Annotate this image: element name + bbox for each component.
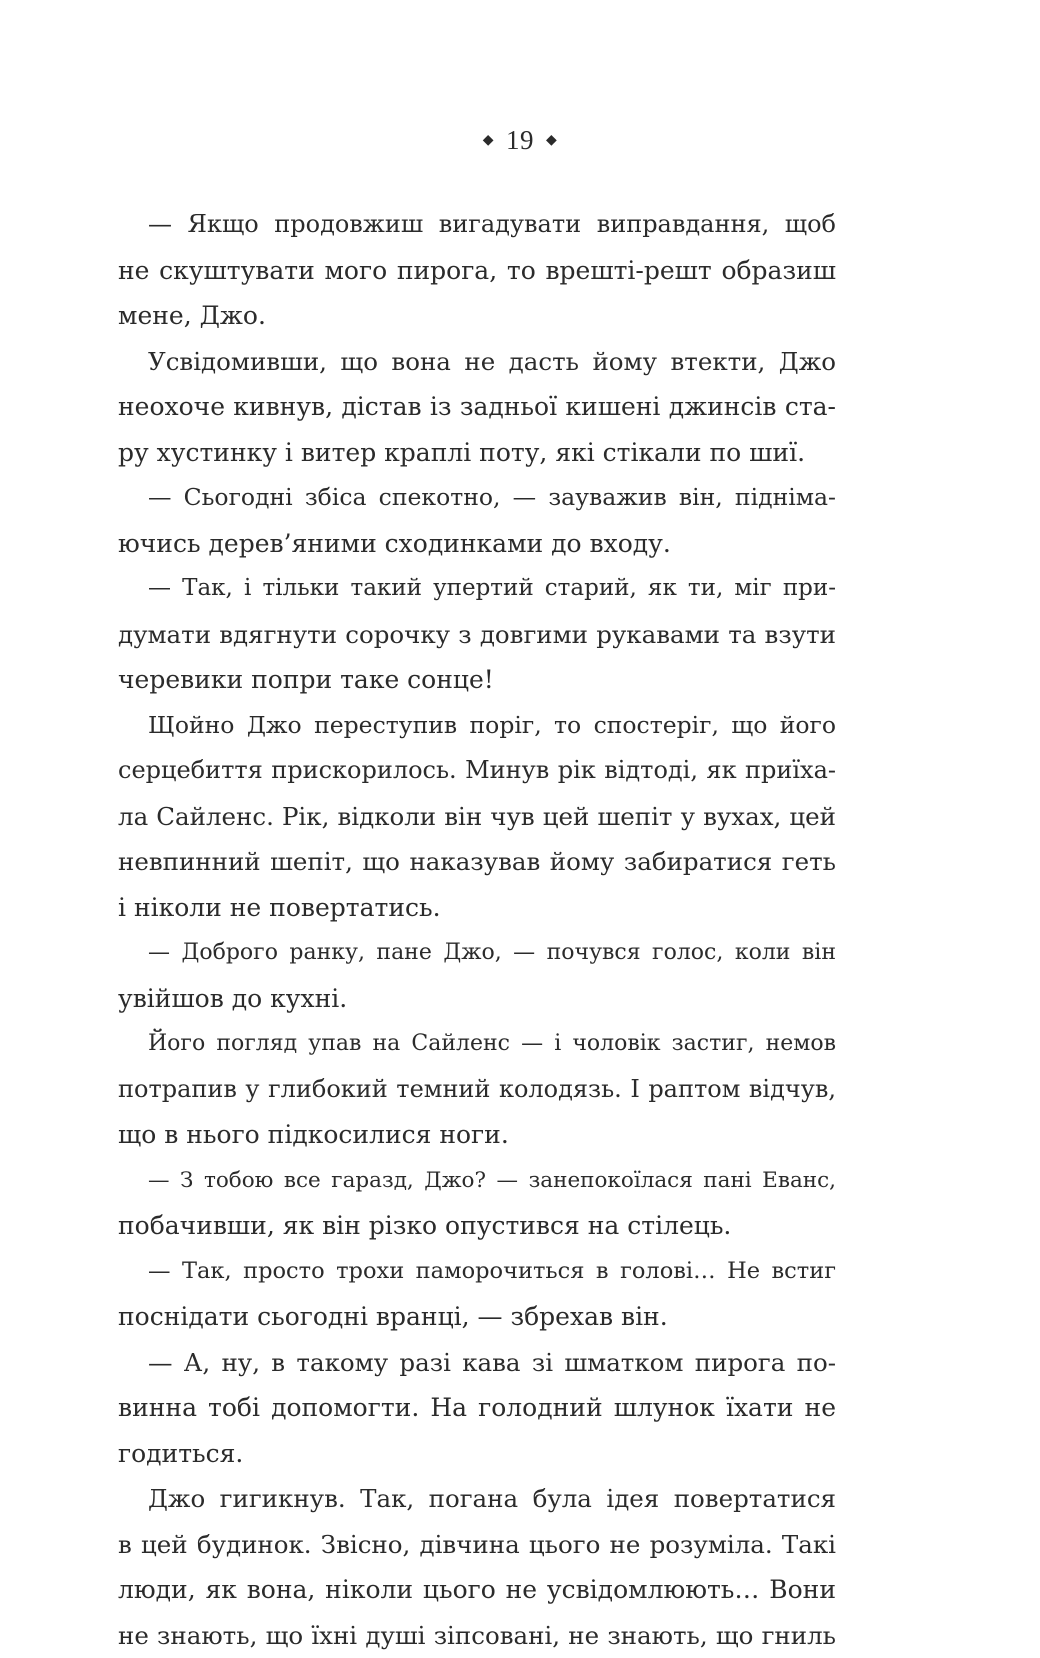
text-line: ючись дерев’яними сходинками до входу. bbox=[118, 521, 836, 567]
text-line: ру хустинку і витер краплі поту, які стікали по шиї. bbox=[118, 430, 836, 476]
page-number: 19 bbox=[506, 125, 534, 155]
text-line: Джо гигикнув. Так, погана була ідея повертатися bbox=[118, 1476, 836, 1522]
text-line: Щойно Джо переступив поріг, то спостеріг, що його bbox=[118, 703, 836, 749]
text-line: не скуштувати мого пирога, то врешті-решт образиш bbox=[118, 248, 836, 294]
text-line: поснідати сьогодні вранці, — збрехав він. bbox=[118, 1294, 836, 1340]
text-line: в цей будинок. Звісно, дівчина цього не розуміла. Такі bbox=[118, 1522, 836, 1568]
text-line: — Так, і тільки такий упертий старий, як ти, міг при- bbox=[118, 566, 836, 612]
text-line: — Доброго ранку, пане Джо, — почувся голос, коли він bbox=[118, 930, 836, 976]
diamond-ornament-icon: ◆ bbox=[483, 125, 494, 157]
text-line: — З тобою все гаразд, Джо? — занепокоїлася пані Еванс, bbox=[118, 1158, 836, 1204]
text-line: — Сьогодні збіса спекотно, — зауважив він, підніма- bbox=[118, 475, 836, 521]
text-line: — Так, просто трохи паморочиться в голові… Не встиг bbox=[118, 1249, 836, 1295]
text-line: що в нього підкосилися ноги. bbox=[118, 1112, 836, 1158]
body-text bbox=[118, 202, 836, 1658]
text-line: думати вдягнути сорочку з довгими рукавами та взути bbox=[118, 612, 836, 658]
text-line: неохоче кивнув, дістав із задньої кишені джинсів ста- bbox=[118, 384, 836, 430]
text-line: увійшов до кухні. bbox=[118, 976, 836, 1022]
text-line: мене, Джо. bbox=[118, 293, 836, 339]
diamond-ornament-icon: ◆ bbox=[546, 125, 557, 157]
text-line: потрапив у глибокий темний колодязь. І раптом відчув, bbox=[118, 1067, 836, 1113]
text-line: винна тобі допомогти. На голодний шлунок їхати не bbox=[118, 1385, 836, 1431]
text-line: невпинний шепіт, що наказував йому забиратися геть bbox=[118, 839, 836, 885]
page-header bbox=[0, 124, 1040, 159]
text-line: ла Сайленс. Рік, відколи він чув цей шепіт у вухах, цей bbox=[118, 794, 836, 840]
text-line: годиться. bbox=[118, 1431, 836, 1477]
text-line: черевики попри таке сонце! bbox=[118, 657, 836, 703]
text-line: — Якщо продовжиш вигадувати виправдання, щоб bbox=[118, 202, 836, 248]
text-line: Його погляд упав на Сайленс — і чоловік застиг, немов bbox=[118, 1021, 836, 1067]
text-line: Усвідомивши, що вона не дасть йому втекти, Джо bbox=[118, 339, 836, 385]
text-line: і ніколи не повертатись. bbox=[118, 885, 836, 931]
text-line: серцебиття прискорилось. Минув рік відтоді, як приїха- bbox=[118, 748, 836, 794]
text-line: побачивши, як він різко опустився на стілець. bbox=[118, 1203, 836, 1249]
text-line: люди, як вона, ніколи цього не усвідомлюють… Вони bbox=[118, 1567, 836, 1613]
text-line: не знають, що їхні душі зіпсовані, не знають, що гниль bbox=[118, 1613, 836, 1658]
text-line: — А, ну, в такому разі кава зі шматком пирога по- bbox=[118, 1340, 836, 1386]
